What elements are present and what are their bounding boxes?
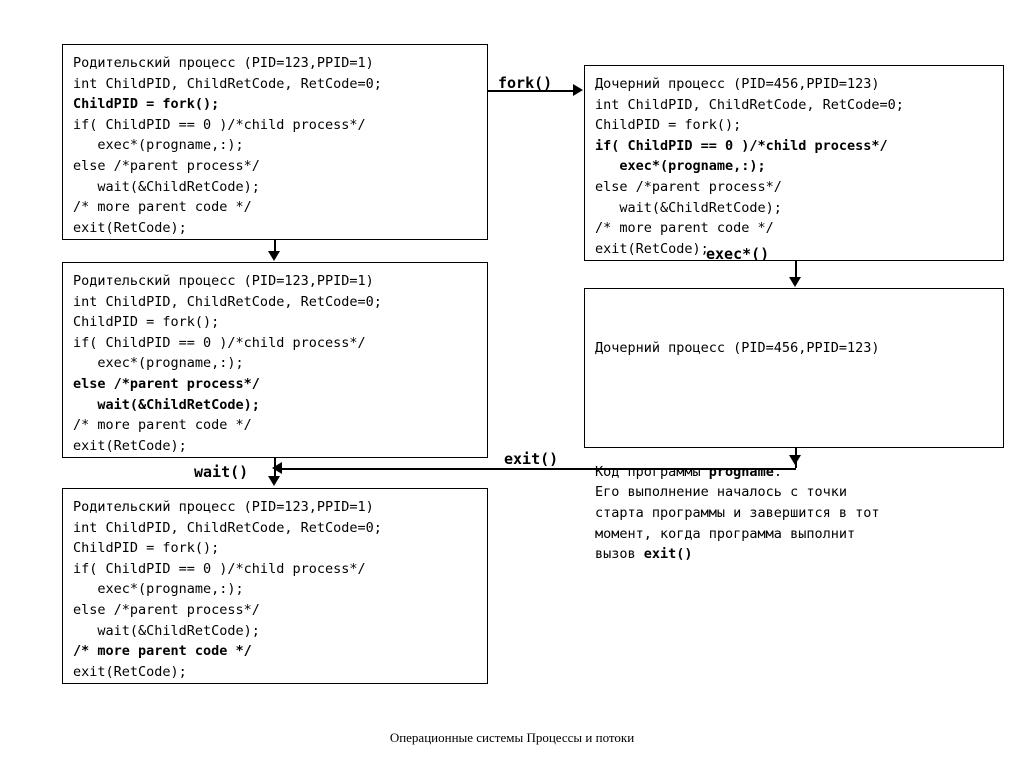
code-line: exec*(progname,:); <box>73 355 244 372</box>
fork-arrow-label: fork() <box>498 74 553 92</box>
code-line: if( ChildPID == 0 )/*child process*/ <box>73 334 366 351</box>
child-process-description <box>595 462 993 565</box>
code-line: exit(RetCode); <box>595 240 709 257</box>
code-line: /* more parent code */ <box>595 220 774 237</box>
code-line: /* more parent code */ <box>73 199 252 216</box>
code-line: else /*parent process*/ <box>595 178 782 195</box>
parent-process-box-2 <box>62 262 488 458</box>
exec-arrow-line <box>795 261 797 278</box>
code-line: exec*(progname,:); <box>595 158 766 175</box>
parent-flow-arrow-line-2 <box>274 458 276 476</box>
code-line: Родительский процесc (PID=123,PPID=1) <box>73 55 374 71</box>
code-line: wait(&ChildRetCode); <box>73 622 260 639</box>
spacer-line <box>595 400 993 421</box>
parent-flow-arrow-head-icon-2 <box>268 476 280 486</box>
code-line: exec*(progname,:); <box>73 137 244 154</box>
code-line: wait(&ChildRetCode); <box>595 199 782 216</box>
exit-arrow-label: exit() <box>504 450 559 468</box>
code-line: if( ChildPID == 0 )/*child process*/ <box>73 116 366 133</box>
code-line: int ChildPID, ChildRetCode, RetCode=0; <box>595 96 904 113</box>
code-line: exit(RetCode); <box>73 663 187 680</box>
code-line: /* more parent code */ <box>73 643 252 660</box>
exec-arrow-label: exec*() <box>706 245 770 263</box>
code-line: exec*(progname,:); <box>73 581 244 598</box>
code-line: else /*parent process*/ <box>73 375 260 392</box>
fork-arrow-head-icon <box>573 84 583 96</box>
code-line: ChildPID = fork(); <box>73 314 220 331</box>
exit-arrow-head-icon <box>789 455 801 465</box>
code-line: /* more parent code */ <box>73 417 252 434</box>
code-line: Дочерний процесc (PID=456,PPID=123) <box>595 76 880 92</box>
description-line: Код программы progname. <box>595 463 782 480</box>
code-line: else /*parent process*/ <box>73 157 260 174</box>
code-line: int ChildPID, ChildRetCode, RetCode=0; <box>73 75 382 92</box>
code-line: wait(&ChildRetCode); <box>73 178 260 195</box>
code-line: wait(&ChildRetCode); <box>73 396 260 413</box>
code-line: Родительский процесc (PID=123,PPID=1) <box>73 273 374 289</box>
description-line: Его выполнение началось с точки <box>595 484 847 501</box>
code-line: ChildPID = fork(); <box>595 117 742 134</box>
code-line: exit(RetCode); <box>73 219 187 236</box>
code-line: ChildPID = fork(); <box>73 540 220 557</box>
child-process-box-1 <box>584 65 1004 261</box>
description-line: момент, когда программа выполнит <box>595 525 856 542</box>
code-line: int ChildPID, ChildRetCode, RetCode=0; <box>73 293 382 310</box>
code-line: ChildPID = fork(); <box>73 96 220 113</box>
parent-flow-arrow-head-icon-1 <box>268 251 280 261</box>
code-line: int ChildPID, ChildRetCode, RetCode=0; <box>73 519 382 536</box>
code-line: else /*parent process*/ <box>73 601 260 618</box>
code-line: if( ChildPID == 0 )/*child process*/ <box>73 560 366 577</box>
parent-process-box-3 <box>62 488 488 684</box>
parent-process-box-1 <box>62 44 488 240</box>
code-line: if( ChildPID == 0 )/*child process*/ <box>595 137 888 154</box>
code-line: Родительский процесc (PID=123,PPID=1) <box>73 499 374 515</box>
code-line: exit(RetCode); <box>73 437 187 454</box>
exit-arrow-line-horizontal <box>278 468 796 470</box>
child-process-box-2 <box>584 288 1004 563</box>
child-process-title: Дочерний процесc (PID=456,PPID=123) <box>595 340 880 357</box>
description-line: вызов exit() <box>595 546 693 563</box>
slide-footer: Операционные системы Процессы и потоки <box>389 730 635 745</box>
wait-arrow-label: wait() <box>194 463 249 481</box>
description-line: старта программы и завершится в тот <box>595 504 880 521</box>
exec-arrow-head-icon <box>789 277 801 287</box>
